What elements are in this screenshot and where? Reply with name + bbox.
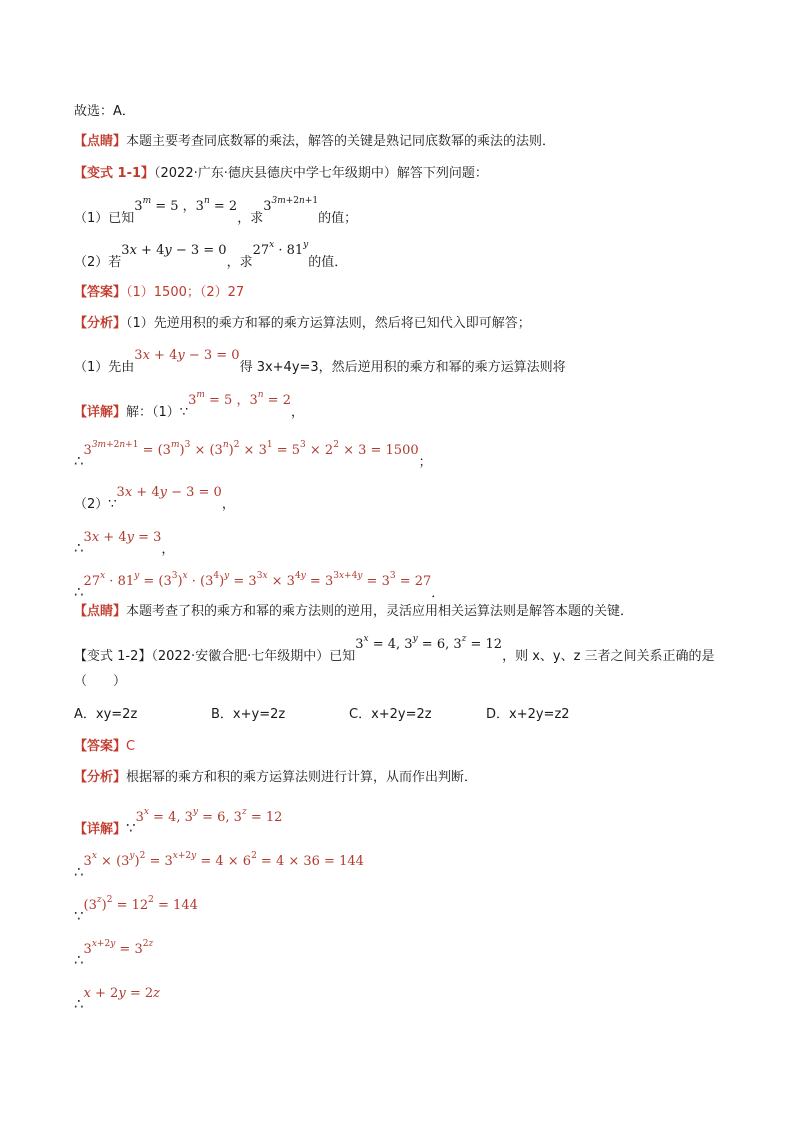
detail2-calc-z: $(3^z)^2 = 12^2 = 144$: [83, 895, 198, 913]
q1-mid: ，求: [237, 211, 264, 226]
detail-intro: 解：（1）∵: [126, 405, 189, 420]
blank-paren: （ ）: [74, 674, 127, 689]
option-c[interactable]: C．x+2y=2z: [349, 707, 432, 722]
option-b[interactable]: B．x+y=2z: [211, 707, 286, 722]
therefore-symbol: ∴: [74, 583, 84, 601]
q1-given-formula: $3^m = 5$ ，$3^n = 2$: [134, 196, 238, 214]
v12-given-formula: $3^x = 4$, $3^y = 6$, $3^z = 12$: [355, 634, 503, 652]
detail-comma: ，: [290, 405, 304, 420]
tip-paragraph-1: [74, 132, 555, 152]
answer-tag: 【答案】: [74, 739, 127, 754]
tip-paragraph-2: [74, 602, 633, 622]
blank-paren-line: [74, 672, 126, 692]
q2-prefix: （2）若: [74, 255, 122, 270]
analysis-text: 根据幂的乘方和积的乘方运算法则进行计算，从而作出判断．: [126, 770, 478, 785]
q2-detail-label: （2）∵: [74, 497, 117, 512]
detail-calc-27: $27^x \cdot 81^y = (3^3)^x \cdot (3^4)^y = 3^{3x} \times 3^{4y} = 3^{3x+4y} = 3^3 = 27$: [83, 571, 432, 589]
detail-line-1: [74, 390, 304, 423]
q2-suffix: 的值．: [308, 255, 348, 270]
detail-comma-2: ，: [221, 497, 235, 512]
detail-line-4: [74, 530, 175, 560]
answer-tag: 【答案】: [74, 285, 127, 300]
question-2-line: [74, 240, 348, 273]
detail-tag: 【详解】: [74, 405, 127, 420]
therefore-symbol: ∴: [74, 863, 84, 881]
detail-calc-1500: $3^{3m+2n+1} = (3^m)^3 \times (3^n)^2 \times 3^1 = 5^3 \times 2^2 \times 3 = 1500$: [83, 440, 419, 458]
detail2-line-3: [74, 895, 198, 928]
analysis-line-3: [74, 768, 477, 788]
detail-comma-3: ，: [161, 542, 175, 557]
detail2-calc-144: $3^x \times (3^y)^2 = 3^{x+2y} = 4 \times 6^2 = 4 \times 36 = 144$: [83, 851, 364, 869]
detail-line-3: [74, 485, 235, 515]
analysis-line-2: [74, 348, 566, 378]
therefore-symbol: ∴: [74, 951, 84, 969]
detail-period: ．: [431, 586, 445, 601]
therefore-symbol: ∴: [74, 995, 84, 1013]
detail2-result: x + 2y = 2z: [83, 986, 160, 1001]
analysis2-prefix: （1）先由: [74, 360, 135, 375]
answer-text: C: [126, 739, 136, 754]
analysis-tag: 【分析】: [74, 316, 127, 331]
therefore-symbol: ∴: [74, 539, 84, 557]
variant-tag-plain: 【变式 1-2】: [74, 649, 152, 664]
answer-choice-line: [74, 102, 135, 122]
answer-line-2: [74, 737, 135, 757]
therefore-symbol: ∴: [74, 452, 84, 470]
because-symbol: ∵: [74, 907, 84, 925]
analysis-line-1: [74, 314, 531, 334]
options-row: [74, 705, 734, 725]
answer-choice-text: 故选：A．: [74, 104, 135, 119]
q2-target-formula: $27^x \cdot 81^y$: [252, 240, 309, 258]
question-1-line: [74, 196, 358, 229]
variant-1-2-heading: [74, 634, 715, 667]
tip-tag: 【点睛】: [74, 604, 127, 619]
variant-1-1-heading: [74, 164, 488, 184]
q1-target-formula: $3^{3m+2n+1}$: [263, 196, 319, 214]
tip-text: 本题考查了积的乘方和幂的乘方法则的逆用，灵活应用相关运算法则是解答本题的关键．: [126, 604, 634, 619]
tip-tag: 【点睛】: [74, 134, 127, 149]
q2-given-formula: 3x + 4y − 3 = 0: [121, 243, 227, 258]
detail2-line-1: [74, 807, 283, 840]
tip-text: 本题主要考查同底数幂的乘法，解答的关键是熟记同底数幂的乘法的法则．: [126, 134, 556, 149]
because-symbol: ∵: [126, 819, 136, 837]
variant-tag: 【变式 1-1】: [74, 166, 155, 181]
variant-source: （2022·广东·德庆县德庆中学七年级期中）解答下列问题：: [154, 166, 488, 181]
answer-text: （1）1500；（2）27: [126, 285, 245, 300]
q1-suffix: 的值；: [318, 211, 358, 226]
detail-line-2: [74, 440, 432, 473]
detail2-line-5: [74, 986, 160, 1016]
analysis-text: （1）先逆用积的乘方和幂的乘方运算法则，然后将已知代入即可解答；: [126, 316, 531, 331]
analysis2-formula: 3x + 4y − 3 = 0: [134, 348, 240, 363]
detail-given-formula: $3^m = 5$ ，$3^n = 2$: [188, 390, 291, 408]
detail-sum-eq: 3x + 4y = 3: [83, 530, 162, 545]
option-a[interactable]: A．xy=2z: [74, 707, 138, 722]
detail-tag: 【详解】: [74, 822, 127, 837]
detail-line-5: [74, 571, 445, 604]
analysis-tag: 【分析】: [74, 770, 127, 785]
detail2-power-eq: $3^{x+2y} = 3^{2z}$: [83, 939, 154, 957]
detail2-given: $3^x = 4$, $3^y = 6$, $3^z = 12$: [135, 807, 283, 825]
variant-source: （2022·安徽合肥·七年级期中）已知: [151, 649, 356, 664]
answer-line-1: [74, 283, 244, 303]
detail-semicolon: ；: [418, 455, 432, 470]
v12-question-suffix: ，则 x、y、z 三者之间关系正确的是: [502, 649, 715, 664]
detail-q2-given: 3x + 4y − 3 = 0: [116, 485, 222, 500]
analysis2-suffix: 得 3x+4y=3，然后逆用积的乘方和幂的乘方运算法则将: [239, 360, 566, 375]
q2-mid: ，求: [226, 255, 253, 270]
detail2-line-2: [74, 851, 364, 884]
detail2-line-4: [74, 939, 154, 972]
option-d[interactable]: D．x+2y=z2: [486, 707, 570, 722]
q1-prefix: （1）已知: [74, 211, 135, 226]
